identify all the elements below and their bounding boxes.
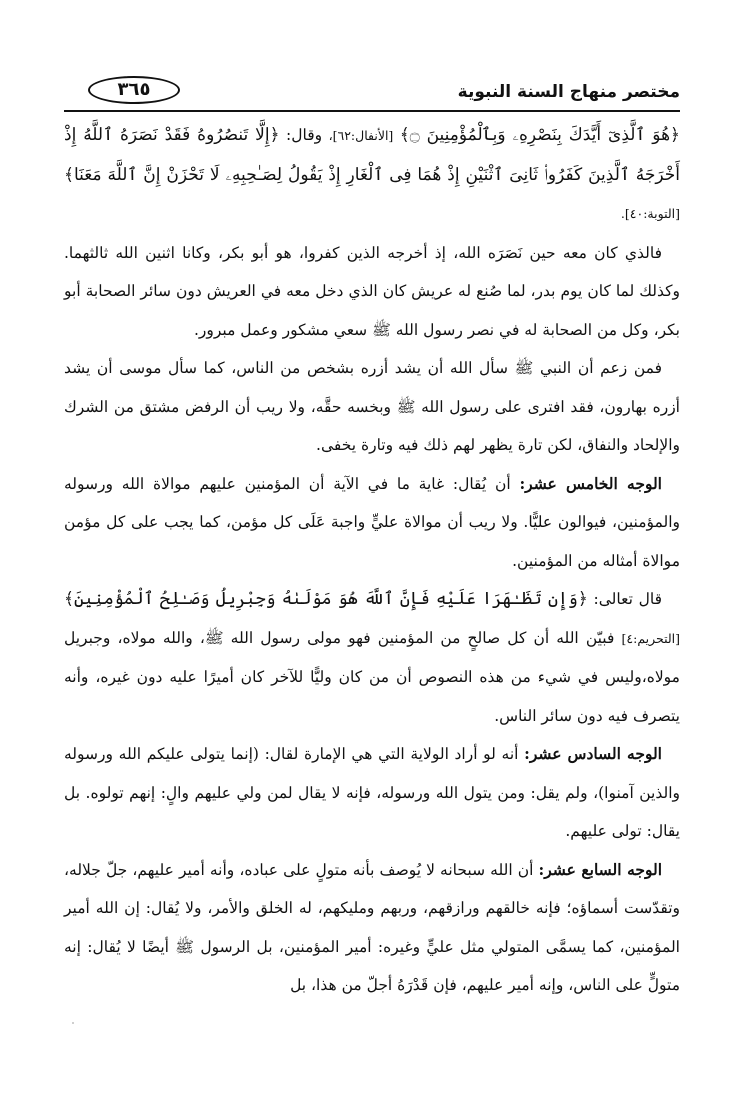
page-body <box>64 116 680 1005</box>
page-number: ٣٦٥ <box>88 76 180 104</box>
quran-verse: ﴿هُوَ ٱلَّذِىٓ أَيَّدَكَ بِنَصْرِهِۦ وَبِٱلْمُؤْمِنِينَ ۝﴾ <box>399 125 681 145</box>
paragraph-section-16 <box>64 735 680 851</box>
section-text: أن يُقال: غاية ما في الآية أن المؤمنين عليهم موالاة الله ورسوله والمؤمنين، فيوالون عليًّا. ولا ريب أن موالاة عليٍّ واجبة عَلَى كل مؤمن، كما يجب على كل مؤمن موالاة أمثاله من المؤمنين. <box>64 474 680 570</box>
header-rule <box>64 110 680 112</box>
section-text: أن الله سبحانه لا يُوصف بأنه متولٍ على عباده، وأنه أمير عليهم، جلّ جلاله، وتقدّست أسماؤه؛ فإنه خالقهم ورازقهم، وربهم ومليكهم، له الخلق والأمر، ولا يُقال: إن الله أمير المؤمنين، كما يسمَّى المتولي مثل عليٍّ وغيره: أمير المؤمنين، بل الرسول ﷺ أيضًا لا يُقال: إنه متولٍّ على الناس، وإنه أمير عليهم، فإن قَدْرَهُ أجلّ من هذا، بل <box>64 860 680 994</box>
quran-verse: ﴿إِلَّا تَنصُرُوهُ فَقَدْ نَصَرَهُ ٱللَّهُ إِذْ أَخْرَجَهُ ٱلَّذِينَ كَفَرُوا۟ ثَانِىَ ٱثْنَيْنِ إِذْ هُمَا فِى ٱلْغَارِ إِذْ يَقُولُ لِصَـٰحِبِهِۦ لَا تَحْزَنْ إِنَّ ٱللَّهَ مَعَنَا﴾ <box>64 125 680 185</box>
section-heading: الوجه السابع عشر: <box>538 859 662 879</box>
section-heading: الوجه السادس عشر: <box>524 744 662 763</box>
quran-verse: ﴿وَإِن تَظَـٰهَرَا عَلَيْهِ فَإِنَّ ٱللَّهَ هُوَ مَوْلَىٰهُ وَجِبْرِيلُ وَصَـٰلِحُ ٱلْمُؤْمِنِينَ﴾ <box>64 589 588 609</box>
verse-reference: [الأنفال:٦٢]، <box>328 128 394 143</box>
paragraph <box>64 580 680 735</box>
section-text: فبيّن الله أن كل صالحٍ من المؤمنين فهو مولى رسول الله ﷺ، والله مولاه، وجبريل مولاه،وليس في شيء من هذه النصوص أن من كان وليًّا للآخر كان أميرًا عليه دون غيره، وأنه يتصرف فيه دون سائر الناس. <box>64 628 680 725</box>
intro-text: قال تعالى: <box>593 590 662 608</box>
paragraph-section-17 <box>64 851 680 1005</box>
section-text: أنه لو أراد الولاية التي هي الإمارة لقال: (إنما يتولى عليكم الله ورسوله والذين آمنوا)، ولم يقل: ومن يتول الله ورسوله، فإنه لا يقال لمن ولي عليهم والٍ: إنهم تولوه. بل يقال: تولى عليهم. <box>64 745 680 840</box>
page-header <box>64 74 680 112</box>
section-heading: الوجه الخامس عشر: <box>519 473 662 493</box>
running-title: مختصر منهاج السنة النبوية <box>457 82 680 102</box>
scan-mark <box>72 1022 74 1024</box>
connector-text: وقال: <box>286 126 323 144</box>
verse-reference: [التحريم:٤] <box>621 630 681 646</box>
paragraph: فمن زعم أن النبي ﷺ سأل الله أن يشد أزره بشخص من الناس، كما سأل موسى أن يشد أزره بهارون، فقد افترى على رسول الله ﷺ وبخسه حقَّه، ولا ريب أن الرفض مشتق من الشرك والإلحاد والنفاق، لكن تارة يظهر لهم ذلك فيه وتارة يخفى. <box>64 359 680 454</box>
verse-reference: [التوبة:٤٠]. <box>620 206 680 221</box>
paragraph-verses <box>64 116 680 234</box>
paragraph: فالذي كان معه حين نَصَرَه الله، إذ أخرجه الذين كفروا، هو أبو بكر، وكانا اثنين الله ثالثهما. وكذلك لما كان يوم بدر، لما صُنع له عريش كان الذي دخل معه في العريش دون سائر الصحابة أبو بكر، وكل من الصحابة له في نصر رسول الله ﷺ سعي مشكور وعمل مبرور. <box>64 243 680 339</box>
paragraph-section-15 <box>64 465 680 581</box>
